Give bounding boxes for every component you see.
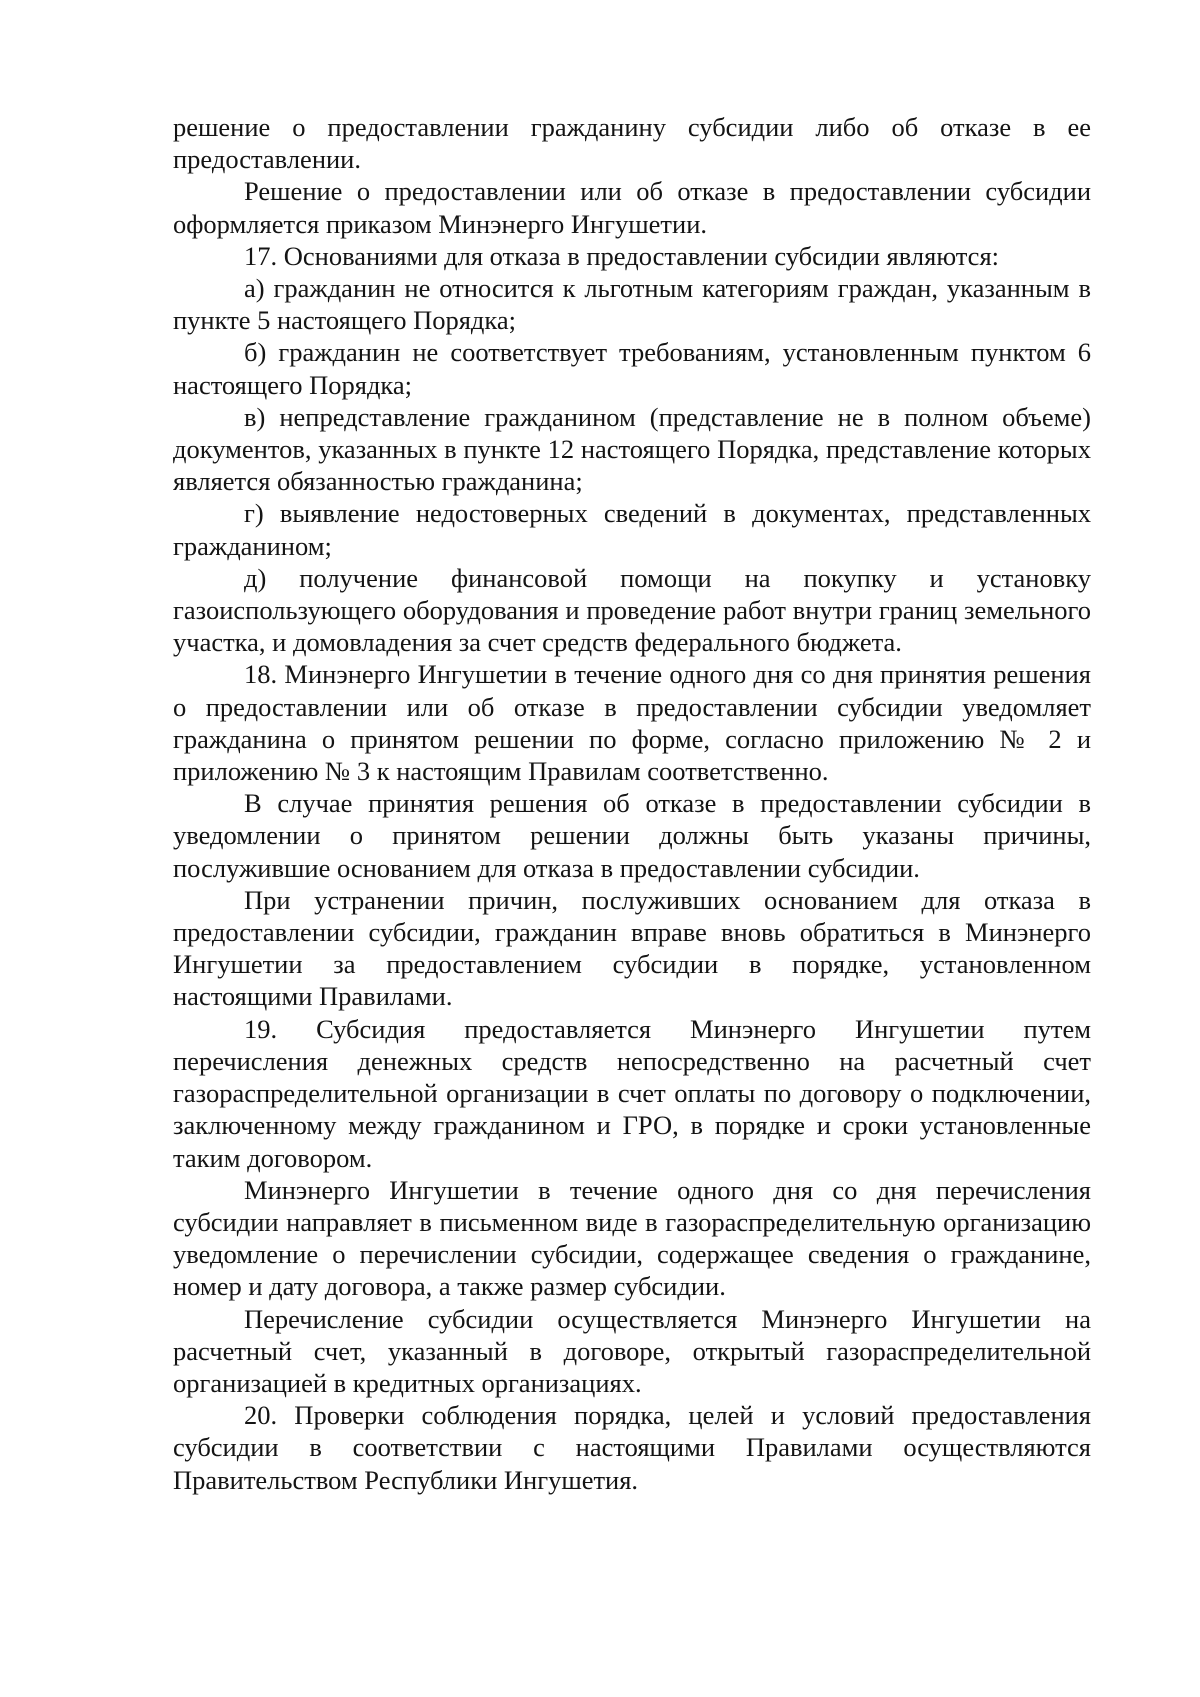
paragraph-19-transfer-notice: Минэнерго Ингушетии в течение одного дня со дня перечисления субсидии направляет в письменном виде в газораспределительную организацию уведомление о перечислении субсидии, содержащее сведения о гражданине, номер и дату договора, а также размер субсидии. (173, 1174, 1091, 1302)
paragraph-18-notification: 18. Минэнерго Ингушетии в течение одного дня со дня принятия решения о предоставлении или об отказе в предоставлении субсидии уведомляет гражданина о принятом решении по форме, согласно приложению № 2 и приложению № 3 к настоящим Правилам соответственно. (173, 659, 1091, 787)
paragraph-17-item-g: г) выявление недостоверных сведений в документах, представленных гражданином; (173, 498, 1091, 561)
paragraph-18-reapplication: При устранении причин, послуживших основанием для отказа в предоставлении субсидии, гражданин вправе вновь обратиться в Минэнерго Ингушетии за предоставлением субсидии в порядке, установленном настоящими Правилами. (173, 884, 1091, 1012)
document-body (173, 111, 1091, 1496)
paragraph-19-subsidy-transfer: 19. Субсидия предоставляется Минэнерго Ингушетии путем перечисления денежных средств непосредственно на расчетный счет газораспределительной организации в счет оплаты по договору о подключении, заключенному между гражданином и ГРО, в порядке и сроки установленные таким договором. (173, 1013, 1091, 1173)
paragraph-continuation: решение о предоставлении гражданину субсидии либо об отказе в ее предоставлении. (173, 112, 1091, 175)
paragraph-decision-form: Решение о предоставлении или об отказе в предоставлении субсидии оформляется приказом Минэнерго Ингушетии. (173, 176, 1091, 239)
paragraph-17-item-v: в) непредставление гражданином (представление не в полном объеме) документов, указанных в пункте 12 настоящего Порядка, представление которых является обязанностью гражданина; (173, 401, 1091, 497)
paragraph-17-item-d: д) получение финансовой помощи на покупку и установку газоиспользующего оборудования и проведение работ внутри границ земельного участка, и домовладения за счет средств федерального бюджета. (173, 562, 1091, 658)
paragraph-18-refusal-reasons: В случае принятия решения об отказе в предоставлении субсидии в уведомлении о принятом решении должны быть указаны причины, послужившие основанием для отказа в предоставлении субсидии. (173, 788, 1091, 883)
paragraph-17-grounds-for-refusal: 17. Основаниями для отказа в предоставлении субсидии являются: (244, 240, 999, 271)
paragraph-17-item-b: б) гражданин не соответствует требованиям, установленным пунктом 6 настоящего Порядка; (173, 337, 1091, 400)
paragraph-17-item-a: а) гражданин не относится к льготным категориям граждан, указанным в пункте 5 настоящего Порядка; (173, 273, 1091, 336)
paragraph-20-compliance-checks: 20. Проверки соблюдения порядка, целей и условий предоставления субсидии в соответствии с настоящими Правилами осуществляются Правительством Республики Ингушетия. (173, 1400, 1091, 1495)
paragraph-19-settlement-account: Перечисление субсидии осуществляется Минэнерго Ингушетии на расчетный счет, указанный в договоре, открытый газораспределительной организацией в кредитных организациях. (173, 1303, 1091, 1398)
